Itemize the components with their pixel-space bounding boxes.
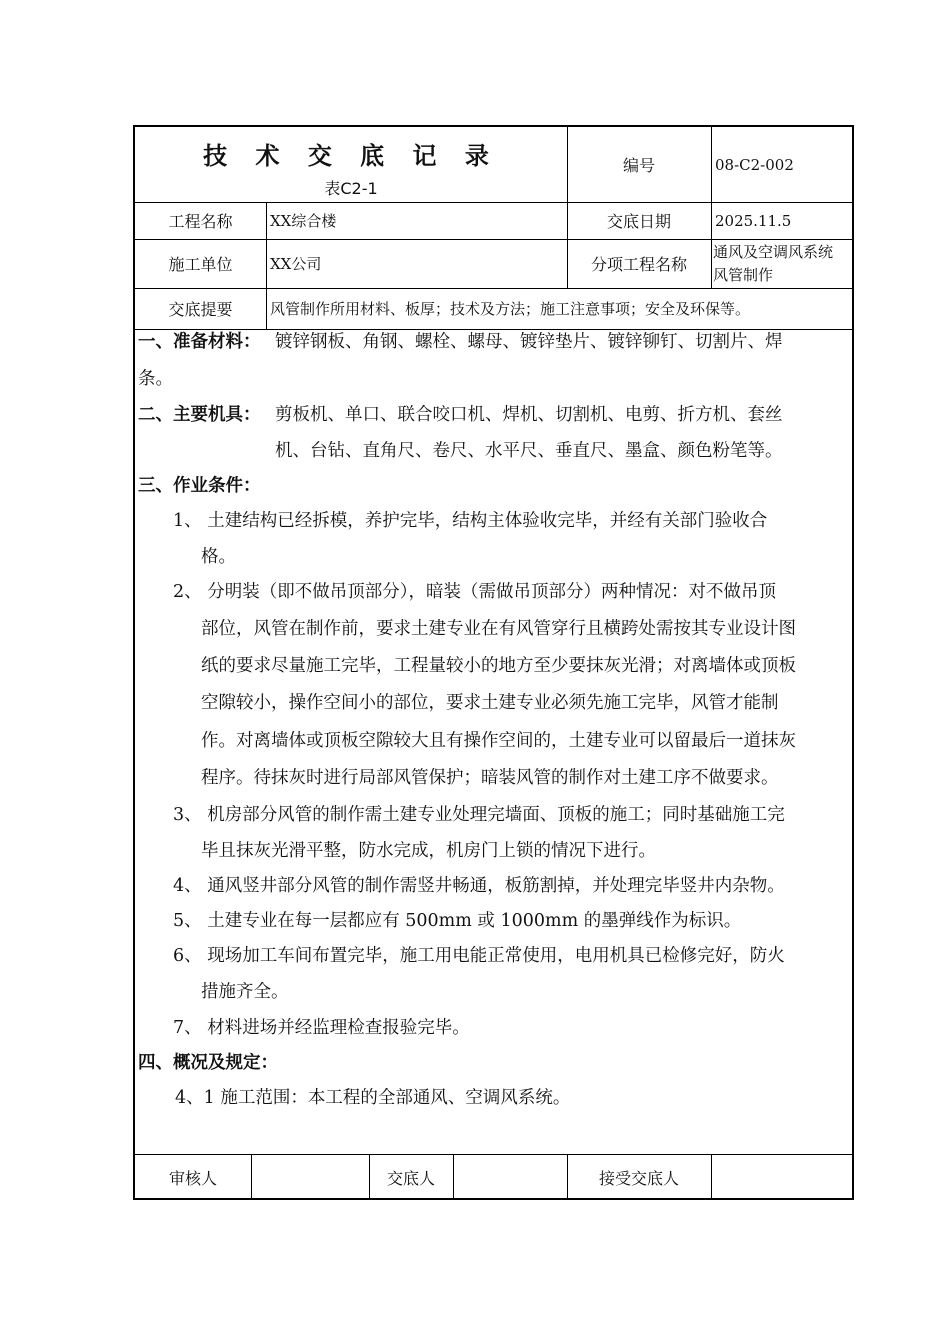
condition-item-line: 2、 分明装（即不做吊顶部分），暗装（需做吊顶部分）两种情况：对不做吊顶 bbox=[173, 582, 776, 602]
condition-item-line: 格。 bbox=[201, 547, 236, 567]
subproject-value-line: 通风及空调风系统 bbox=[713, 242, 834, 261]
disclosure-date-label: 交底日期 bbox=[606, 212, 671, 231]
discloser-signature bbox=[453, 1154, 567, 1200]
project-name-label: 工程名称 bbox=[168, 212, 233, 231]
construction-unit-value: XX公司 bbox=[270, 255, 322, 273]
section-1-line: 镀锌钢板、角钢、螺栓、螺母、镀锌垫片、镀锌铆钉、切割片、焊 bbox=[275, 332, 783, 352]
summary-value: 风管制作所用材料、板厚；技术及方法；施工注意事项；安全及环保等。 bbox=[270, 300, 751, 318]
receiver-signature bbox=[711, 1154, 852, 1200]
condition-item-line: 毕且抹灰光滑平整，防水完成，机房门上锁的情况下进行。 bbox=[201, 841, 656, 861]
construction-unit-label: 施工单位 bbox=[168, 255, 233, 274]
project-name-value: XX综合楼 bbox=[270, 212, 337, 230]
scope-line: 4、1 施工范围：本工程的全部通风、空调风系统。 bbox=[175, 1088, 571, 1108]
subproject-name-label: 分项工程名称 bbox=[590, 255, 687, 274]
condition-item-line: 空隙较小，操作空间小的部位，要求土建专业必须先施工完毕，风管才能制 bbox=[201, 693, 779, 713]
condition-item-line: 4、 通风竖井部分风管的制作需竖井畅通，板筋割掉，并处理完毕竖井内杂物。 bbox=[173, 876, 785, 896]
number-value: 08-C2-002 bbox=[715, 155, 794, 174]
section-2-line: 剪板机、单口、联合咬口机、焊机、切割机、电剪、折方机、套丝 bbox=[275, 405, 783, 425]
section-3-heading: 三、作业条件： bbox=[138, 476, 261, 496]
reviewer-signature bbox=[251, 1154, 369, 1200]
document-title: 技 术 交 底 记 录 bbox=[203, 141, 499, 170]
section-2-heading: 二、主要机具： bbox=[138, 405, 261, 425]
condition-item-line: 5、 土建专业在每一层都应有 500mm 或 1000mm 的墨弹线作为标识。 bbox=[173, 911, 742, 931]
condition-item-line: 6、 现场加工车间布置完毕，施工用电能正常使用，电用机具已检修完好，防火 bbox=[173, 946, 785, 966]
subproject-value-line: 风管制作 bbox=[713, 265, 774, 284]
subproject-name-value bbox=[711, 239, 852, 288]
receiver-label: 接受交底人 bbox=[598, 1168, 679, 1188]
number-label: 编号 bbox=[622, 156, 655, 175]
discloser-label: 交底人 bbox=[386, 1168, 435, 1188]
section-4-heading: 四、概况及规定： bbox=[138, 1053, 278, 1073]
reviewer-label: 审核人 bbox=[168, 1168, 217, 1188]
condition-item-line: 7、 材料进场并经监理检查报验完毕。 bbox=[173, 1018, 470, 1038]
condition-item-line: 作。对离墙体或顶板空隙较大且有操作空间的，土建专业可以留最后一道抹灰 bbox=[201, 731, 796, 751]
condition-item-line: 3、 机房部分风管的制作需土建专业处理完墙面、顶板的施工；同时基础施工完 bbox=[173, 805, 785, 825]
condition-item-line: 部位，风管在制作前，要求土建专业在有风管穿行且横跨处需按其专业设计图 bbox=[201, 619, 796, 639]
condition-item-line: 1、 土建结构已经拆模，养护完毕，结构主体验收完毕，并经有关部门验收合 bbox=[173, 511, 768, 531]
condition-item-line: 纸的要求尽量施工完毕，工程量较小的地方至少要抹灰光滑；对离墙体或顶板 bbox=[201, 656, 796, 676]
form-code: 表C2-1 bbox=[324, 178, 378, 198]
section-1-heading: 一、准备材料： bbox=[138, 332, 261, 352]
condition-item-line: 程序。待抹灰时进行局部风管保护；暗装风管的制作对土建工序不做要求。 bbox=[201, 768, 779, 788]
summary-label: 交底提要 bbox=[168, 300, 233, 319]
section-1-line: 条。 bbox=[138, 369, 173, 389]
disclosure-date-value: 2025.11.5 bbox=[715, 211, 792, 230]
condition-item-line: 措施齐全。 bbox=[201, 982, 289, 1002]
section-2-line: 机、台钻、直角尺、卷尺、水平尺、垂直尺、墨盒、颜色粉笔等。 bbox=[275, 441, 783, 461]
technical-disclosure-record bbox=[133, 125, 854, 1200]
